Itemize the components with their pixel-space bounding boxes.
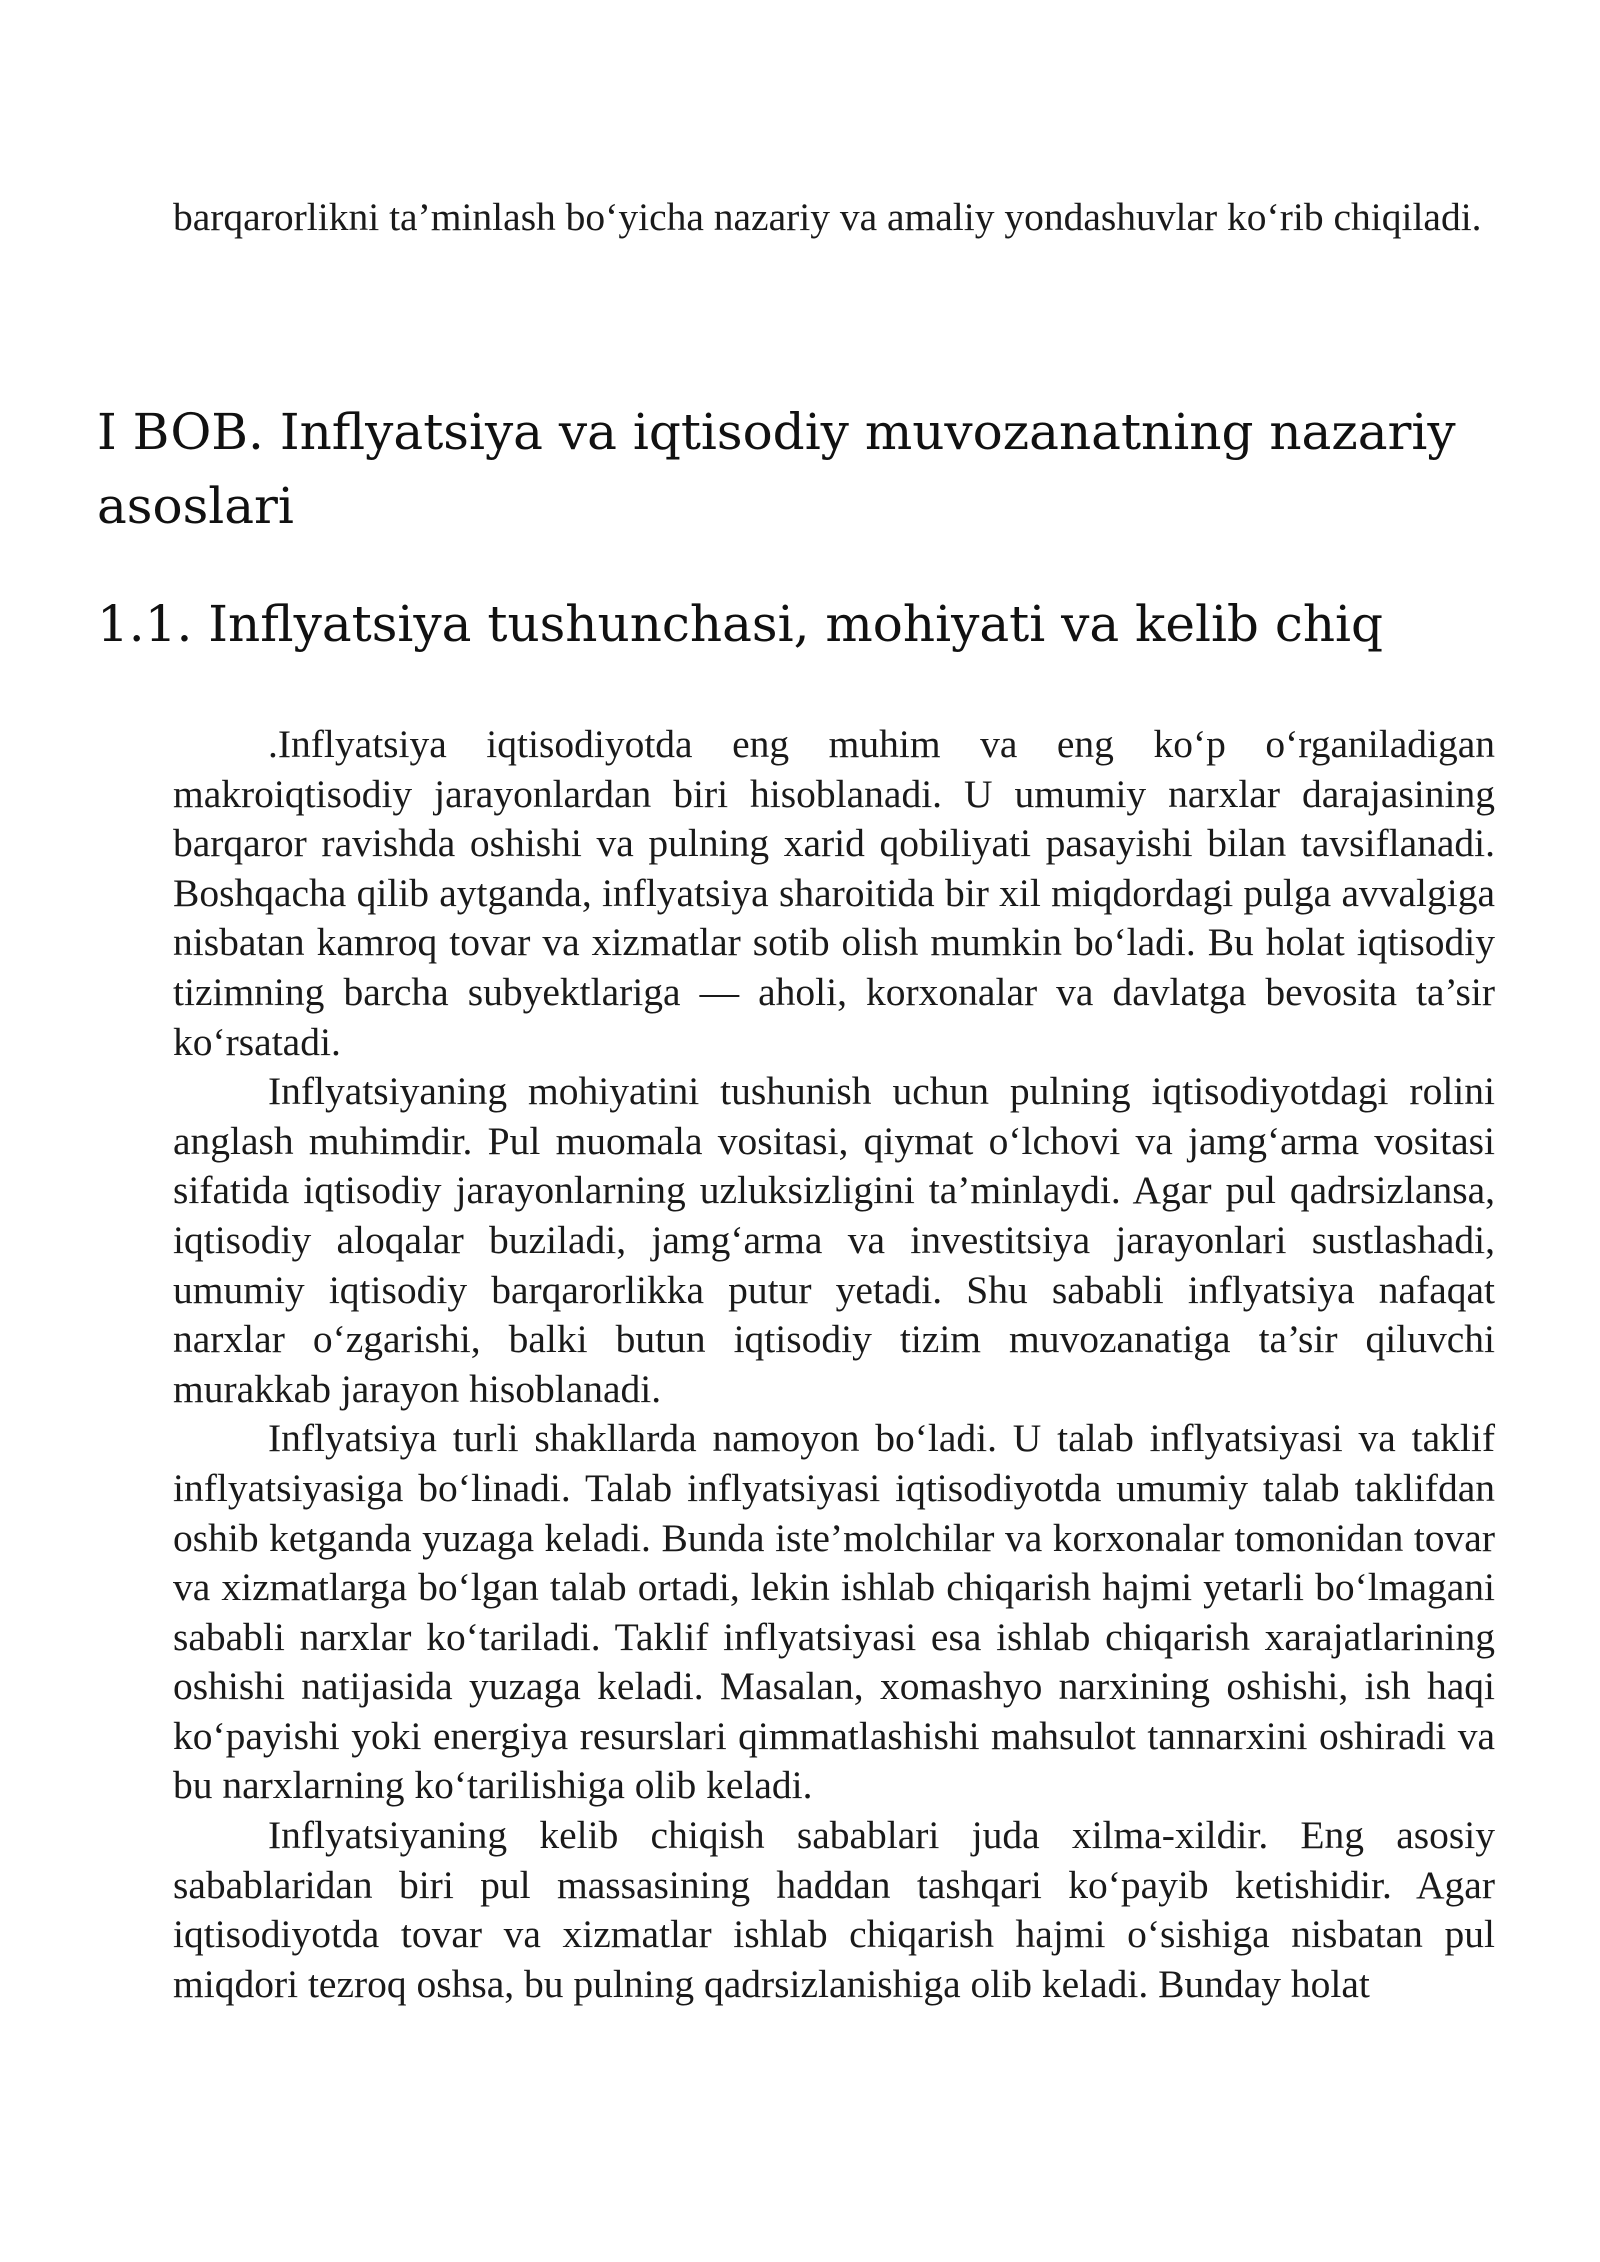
lead-paragraph: barqarorlikni ta’minlash bo‘yicha nazariy va amaliy yondashuvlar ko‘rib chiqiladi. [173, 195, 1482, 239]
paragraph: Inflyatsiya turli shakllarda namoyon bo‘ladi. U talab inflyatsiyasi va taklif inflyatsiyasiga bo‘linadi. Talab inflyatsiyasi iqtisodiyotda umumiy talab taklifdan oshib ketganda yuzaga keladi. Bunda iste’molchilar va korxonalar tomonidan tovar va xizmatlarga bo‘lgan talab ortadi, lekin ishlab chiqarish hajmi yetarli bo‘lmagani sababli narxlar ko‘tariladi. Taklif inflyatsiyasi esa ishlab chiqarish xarajatlarining oshishi natijasida yuzaga keladi. Masalan, xomashyo narxining oshishi, ish haqi ko‘payishi yoki energiya resurslari qimmatlashishi mahsulot tannarxini oshiradi va bu narxlarning ko‘tarilishiga olib keladi. [173, 1416, 1495, 1808]
section-body [173, 720, 1495, 2009]
paragraph: Inflyatsiyaning mohiyatini tushunish uchun pulning iqtisodiyotdagi rolini anglash muhimdir. Pul muomala vositasi, qiymat o‘lchovi va jamg‘arma vositasi sifatida iqtisodiy jarayonlarning uzluksizligini ta’minlaydi. Agar pul qadrsizlansa, iqtisodiy aloqalar buziladi, jamg‘arma va investitsiya jarayonlari sustlashadi, umumiy iqtisodiy barqarorlikka putur yetadi. Shu sababli inflyatsiya nafaqat narxlar o‘zgarishi, balki butun iqtisodiy tizim muvozanatiga ta’sir qiluvchi murakkab jarayon hisoblanadi. [173, 1069, 1495, 1411]
chapter-title: I BOB. Inflyatsiya va iqtisodiy muvozanatning nazariy asoslari [97, 403, 1456, 535]
section-title: 1.1. Inflyatsiya tushunchasi, mohiyati va kelib chiq [97, 595, 1384, 653]
paragraph: .Inflyatsiya iqtisodiyotda eng muhim va eng ko‘p o‘rganiladigan makroiqtisodiy jarayonlardan biri hisoblanadi. U umumiy narxlar darajasining barqaror ravishda oshishi va pulning xarid qobiliyati pasayishi bilan tavsiflanadi. Boshqacha qilib aytganda, inflyatsiya sharoitida bir xil miqdordagi pulga avvalgiga nisbatan kamroq tovar va xizmatlar sotib olish mumkin bo‘ladi. Bu holat iqtisodiy tizimning barcha subyektlariga — aholi, korxonalar va davlatga bevosita ta’sir ko‘rsatadi. [173, 722, 1495, 1064]
paragraph: Inflyatsiyaning kelib chiqish sabablari juda xilma-xildir. Eng asosiy sabablaridan biri pul massasining haddan tashqari ko‘payib ketishidir. Agar iqtisodiyotda tovar va xizmatlar ishlab chiqarish hajmi o‘sishiga nisbatan pul miqdori tezroq oshsa, bu pulning qadrsizlanishiga olib keladi. Bunday holat [173, 1813, 1495, 2006]
